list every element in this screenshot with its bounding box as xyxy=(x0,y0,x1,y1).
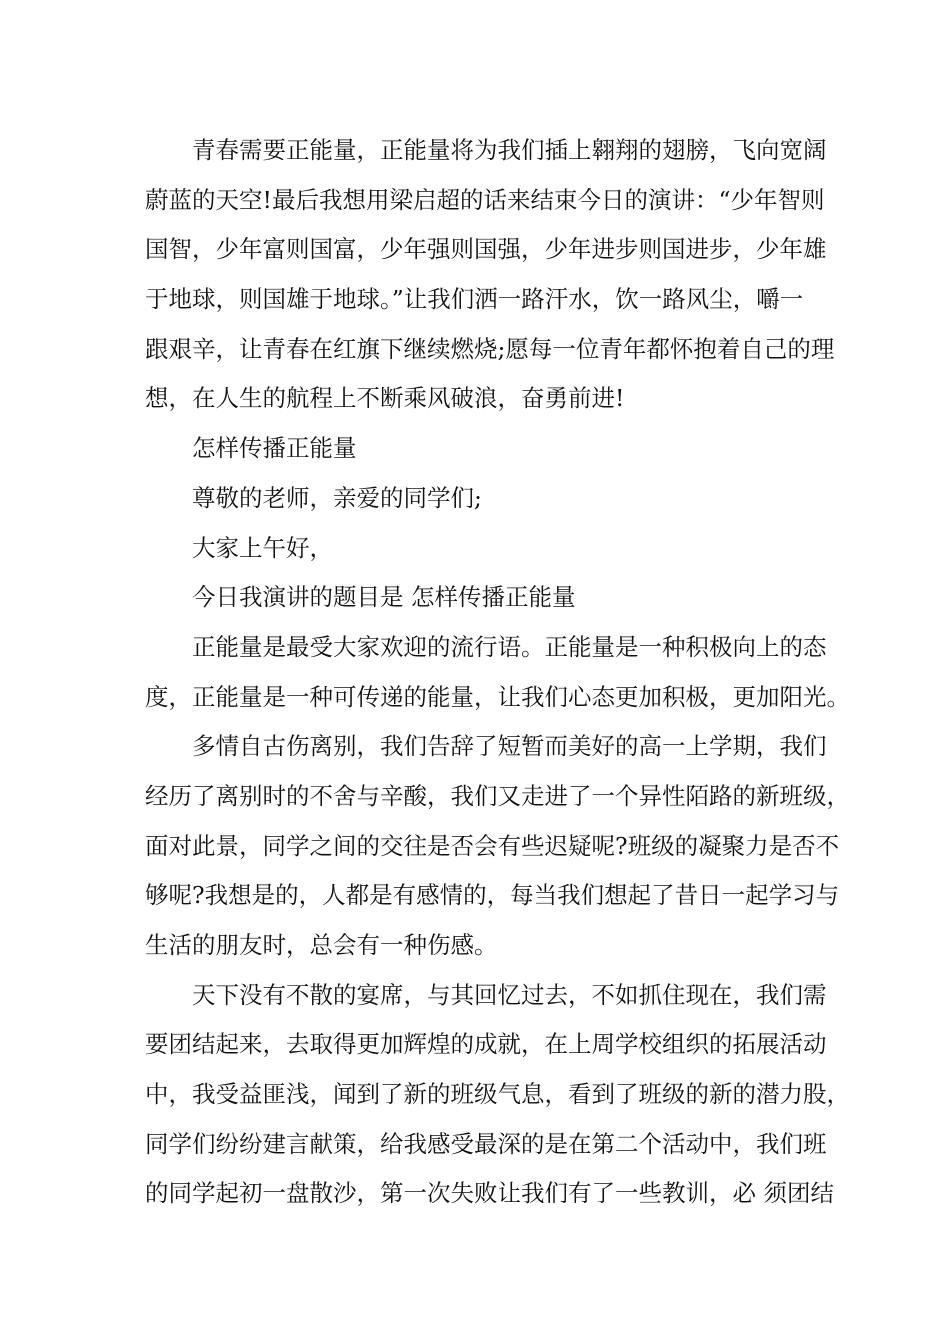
text-line: 多情自古伤离别，我们告辞了短暂而美好的高一上学期，我们 xyxy=(192,732,827,761)
text-line: 正能量是最受大家欢迎的流行语。正能量是一种积极向上的态 xyxy=(192,632,827,661)
section-title-text: 怎样传播正能量 xyxy=(192,434,357,463)
paragraph-closing-speech xyxy=(145,126,835,424)
salutation xyxy=(145,474,825,524)
speech-topic-text: 今日我演讲的题目是 怎样传播正能量 xyxy=(192,583,576,612)
text-line: 的同学起初一盘散沙，第一次失败让我们有了一些教训，必 须团结 xyxy=(145,1179,834,1208)
text-line: 想，在人生的航程上不断乘风破浪，奋勇前进! xyxy=(145,384,625,413)
text-line: 要团结起来，去取得更加辉煌的成就，在上周学校组织的拓展活动 xyxy=(145,1030,827,1059)
salutation-text: 尊敬的老师，亲爱的同学们; xyxy=(192,483,482,512)
paragraph-unity xyxy=(145,971,850,1219)
text-line: 跟艰辛，让青春在红旗下继续燃烧;愿每一位青年都怀抱着自己的理 xyxy=(145,334,835,363)
text-line: 于地球，则国雄于地球。”让我们洒一路汗水，饮一路风尘，嚼一 xyxy=(145,285,804,314)
text-line: 经历了离别时的不舍与辛酸，我们又走进了一个异性陌路的新班级， xyxy=(145,781,850,810)
greeting-text: 大家上午好， xyxy=(192,533,333,562)
text-line: 天下没有不散的宴席，与其回忆过去，不如抓住现在，我们需 xyxy=(192,980,827,1009)
speech-topic xyxy=(145,573,825,623)
text-line: 面对此景，同学之间的交往是否会有些迟疑呢?班级的凝聚力是否不 xyxy=(145,831,840,860)
text-line: 够呢?我想是的，人都是有感情的，每当我们想起了昔日一起学习与 xyxy=(145,881,840,910)
text-line: 蔚蓝的天空!最后我想用梁启超的话来结束今日的演讲：“少年智则 xyxy=(145,185,825,214)
document-body xyxy=(145,126,850,1219)
text-line: 青春需要正能量，正能量将为我们插上翱翔的翅膀，飞向宽阔 xyxy=(192,136,827,164)
paragraph-definition xyxy=(145,623,850,722)
text-line: 同学们纷纷建言献策，给我感受最深的是在第二个活动中，我们班 xyxy=(145,1129,827,1158)
paragraph-farewell xyxy=(145,722,850,970)
text-line: 中，我受益匪浅，闻到了新的班级气息，看到了班级的新的潜力股， xyxy=(145,1080,850,1109)
greeting xyxy=(145,524,825,574)
text-line: 国智，少年富则国富，少年强则国强，少年进步则国进步，少年雄 xyxy=(145,235,827,264)
text-line: 度，正能量是一种可传递的能量，让我们心态更加积极，更加阳光。 xyxy=(145,682,850,711)
text-line: 生活的朋友时，总会有一种伤感。 xyxy=(145,931,498,959)
section-title xyxy=(145,424,825,474)
